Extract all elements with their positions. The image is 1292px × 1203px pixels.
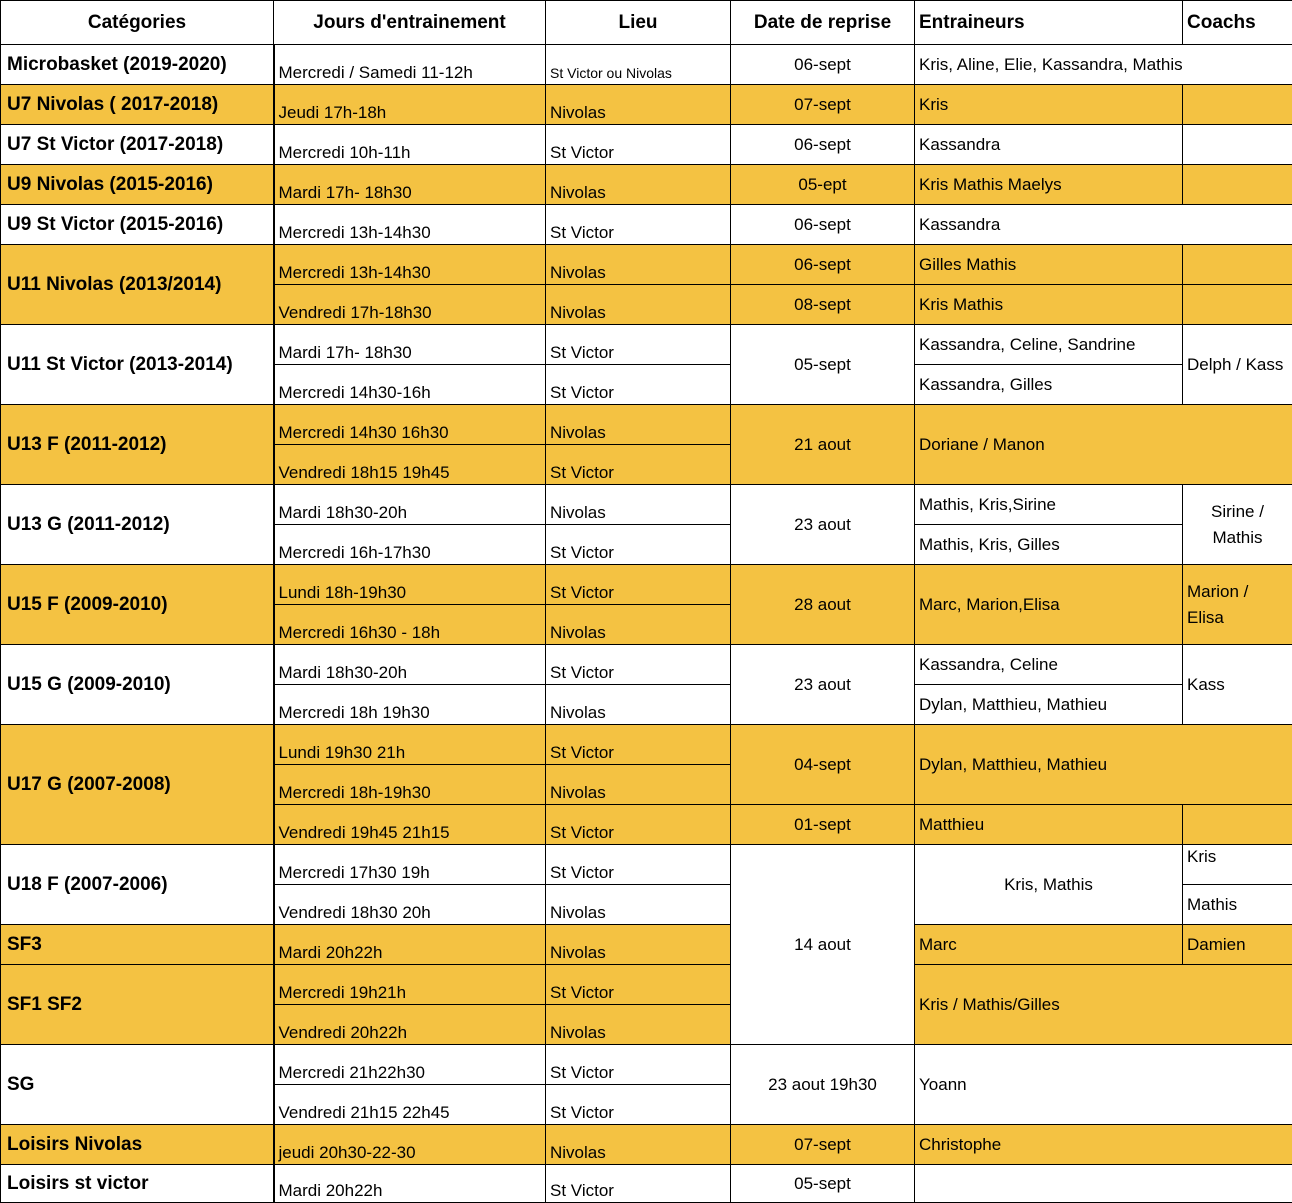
coaches-cell: Matthieu [915,805,1183,845]
training-day-cell: Vendredi 19h45 21h15 [274,805,546,845]
training-day-cell: Mercredi 13h-14h30 [274,245,546,285]
coaches-cell: Kassandra [915,205,1183,245]
training-day-cell: Vendredi 20h22h [274,1005,546,1045]
coaches-cell: Kris, Mathis [915,845,1183,925]
coach-cell: Sirine / Mathis [1183,485,1292,565]
category-cell: Loisirs st victor [1,1165,274,1203]
restart-date-cell: 05-sept [731,325,915,405]
training-day-cell: Mercredi 19h21h [274,965,546,1005]
table-row [1,245,1292,285]
training-day-cell: Lundi 19h30 21h [274,725,546,765]
location-cell: Nivolas [546,1005,731,1045]
coaches-cell: Marc [915,925,1183,965]
coach-cell [1183,85,1292,125]
location-cell: St Victor [546,525,731,565]
location-cell: Nivolas [546,1125,731,1165]
restart-date-cell: 05-ept [731,165,915,205]
location-cell: St Victor [546,845,731,885]
training-day-cell: Mercredi 18h 19h30 [274,685,546,725]
category-cell: U7 Nivolas ( 2017-2018) [1,85,274,125]
location-cell: Nivolas [546,85,731,125]
location-cell: Nivolas [546,765,731,805]
location-cell: St Victor [546,1165,731,1203]
category-cell: U13 F (2011-2012) [1,405,274,485]
training-day-cell: Mardi 18h30-20h [274,485,546,525]
restart-date-cell: 23 aout [731,645,915,725]
location-cell: St Victor [546,445,731,485]
coach-cell [1183,405,1292,485]
category-cell: U13 G (2011-2012) [1,485,274,565]
training-day-cell: Mardi 20h22h [274,925,546,965]
training-day-cell: Mardi 17h- 18h30 [274,165,546,205]
table-row [1,1125,1292,1165]
table-row [1,485,1292,525]
table-row [1,845,1292,885]
training-day-cell: Vendredi 17h-18h30 [274,285,546,325]
location-cell: St Victor [546,565,731,605]
restart-date-cell: 28 aout [731,565,915,645]
training-day-cell: Lundi 18h-19h30 [274,565,546,605]
category-cell: U9 Nivolas (2015-2016) [1,165,274,205]
training-day-cell: Mardi 17h- 18h30 [274,325,546,365]
header-coachs: Coachs [1183,1,1292,45]
restart-date-cell: 06-sept [731,245,915,285]
coaches-cell: Dylan, Matthieu, Mathieu [915,685,1183,725]
location-cell: St Victor [546,325,731,365]
coach-cell: Mathis [1183,885,1292,925]
coach-cell [1183,965,1292,1045]
table-row [1,85,1292,125]
restart-date-cell: 01-sept [731,805,915,845]
training-day-cell: Mercredi 17h30 19h [274,845,546,885]
training-day-cell: Mercredi 14h30 16h30 [274,405,546,445]
header-entraineurs: Entraineurs [915,1,1183,45]
training-day-cell: Mercredi 16h30 - 18h [274,605,546,645]
category-cell: U17 G (2007-2008) [1,725,274,845]
table-row [1,725,1292,765]
coaches-cell: Dylan, Matthieu, Mathieu [915,725,1183,805]
location-cell: St Victor [546,805,731,845]
coach-cell [1183,45,1292,85]
location-cell: St Victor [546,645,731,685]
coach-cell [1183,1045,1292,1125]
location-cell: Nivolas [546,685,731,725]
location-cell: St Victor [546,365,731,405]
coaches-cell: Gilles Mathis [915,245,1183,285]
restart-date-cell: 04-sept [731,725,915,805]
coach-cell [1183,125,1292,165]
coach-cell [1183,285,1292,325]
training-day-cell: Vendredi 18h15 19h45 [274,445,546,485]
category-cell: U15 F (2009-2010) [1,565,274,645]
coaches-cell: Doriane / Manon [915,405,1183,485]
location-cell: St Victor [546,205,731,245]
restart-date-cell: 06-sept [731,45,915,85]
coaches-cell: Kris / Mathis/Gilles [915,965,1183,1045]
category-cell: SF1 SF2 [1,965,274,1045]
coaches-cell [915,1165,1183,1203]
table-row [1,965,1292,1005]
category-cell: Microbasket (2019-2020) [1,45,274,85]
coaches-cell: Kassandra [915,125,1183,165]
table-row [1,1045,1292,1085]
training-day-cell: Mardi 20h22h [274,1165,546,1203]
restart-date-cell: 14 aout [731,845,915,1045]
coach-cell [1183,245,1292,285]
header-date-reprise: Date de reprise [731,1,915,45]
training-day-cell: Mercredi 18h-19h30 [274,765,546,805]
location-cell: St Victor [546,125,731,165]
training-day-cell: Vendredi 18h30 20h [274,885,546,925]
coaches-cell: Kris, Aline, Elie, Kassandra, Mathis [915,45,1183,85]
header-lieu: Lieu [546,1,731,45]
location-cell: St Victor [546,965,731,1005]
restart-date-cell: 23 aout [731,485,915,565]
coach-cell: Kass [1183,645,1292,725]
location-cell: St Victor ou Nivolas [546,45,731,85]
restart-date-cell: 07-sept [731,1125,915,1165]
training-day-cell: Mercredi 14h30-16h [274,365,546,405]
location-cell: Nivolas [546,925,731,965]
category-cell: Loisirs Nivolas [1,1125,274,1165]
coaches-cell: Yoann [915,1045,1183,1125]
coaches-cell: Kassandra, Celine, Sandrine [915,325,1183,365]
table-row [1,125,1292,165]
coach-cell [1183,165,1292,205]
training-day-cell: Mardi 18h30-20h [274,645,546,685]
restart-date-cell: 21 aout [731,405,915,485]
coach-cell [1183,1165,1292,1203]
header-jours: Jours d'entrainement [274,1,546,45]
coach-cell [1183,725,1292,805]
category-cell: U18 F (2007-2006) [1,845,274,925]
category-cell: U15 G (2009-2010) [1,645,274,725]
restart-date-cell: 23 aout 19h30 [731,1045,915,1125]
location-cell: Nivolas [546,605,731,645]
coach-cell [1183,805,1292,845]
category-cell: U7 St Victor (2017-2018) [1,125,274,165]
category-cell: SG [1,1045,274,1125]
restart-date-cell: 07-sept [731,85,915,125]
location-cell: Nivolas [546,885,731,925]
coaches-cell: Kassandra, Celine [915,645,1183,685]
location-cell: Nivolas [546,485,731,525]
table-row [1,645,1292,685]
coach-cell: Kris [1183,845,1292,885]
coaches-cell: Mathis, Kris, Gilles [915,525,1183,565]
table-row [1,925,1292,965]
training-day-cell: Vendredi 21h15 22h45 [274,1085,546,1125]
location-cell: St Victor [546,725,731,765]
location-cell: St Victor [546,1085,731,1125]
coach-cell [1183,205,1292,245]
table-row [1,325,1292,365]
location-cell: Nivolas [546,405,731,445]
header-categories: Catégories [1,1,274,45]
coaches-cell: Christophe [915,1125,1183,1165]
category-cell: U11 Nivolas (2013/2014) [1,245,274,325]
restart-date-cell: 06-sept [731,205,915,245]
category-cell: U9 St Victor (2015-2016) [1,205,274,245]
coaches-cell: Kris [915,85,1183,125]
table-row [1,45,1292,85]
location-cell: St Victor [546,1045,731,1085]
training-day-cell: Jeudi 17h-18h [274,85,546,125]
table-row [1,1165,1292,1203]
coaches-cell: Kris Mathis [915,285,1183,325]
location-cell: Nivolas [546,245,731,285]
coach-cell: Damien [1183,925,1292,965]
coaches-cell: Mathis, Kris,Sirine [915,485,1183,525]
coaches-cell: Marc, Marion,Elisa [915,565,1183,645]
header-row [1,1,1292,45]
training-day-cell: jeudi 20h30-22-30 [274,1125,546,1165]
coach-cell [1183,1125,1292,1165]
training-day-cell: Mercredi 21h22h30 [274,1045,546,1085]
coaches-cell: Kris Mathis Maelys [915,165,1183,205]
coach-cell: Marion / Elisa [1183,565,1292,645]
restart-date-cell: 08-sept [731,285,915,325]
coaches-cell: Kassandra, Gilles [915,365,1183,405]
training-day-cell: Mercredi / Samedi 11-12h [274,45,546,85]
table-row [1,165,1292,205]
table-row [1,565,1292,605]
category-cell: SF3 [1,925,274,965]
training-day-cell: Mercredi 13h-14h30 [274,205,546,245]
category-cell: U11 St Victor (2013-2014) [1,325,274,405]
training-day-cell: Mercredi 16h-17h30 [274,525,546,565]
table-row [1,205,1292,245]
table-row [1,405,1292,445]
restart-date-cell: 05-sept [731,1165,915,1203]
location-cell: Nivolas [546,285,731,325]
location-cell: Nivolas [546,165,731,205]
training-day-cell: Mercredi 10h-11h [274,125,546,165]
coach-cell: Delph / Kass [1183,325,1292,405]
restart-date-cell: 06-sept [731,125,915,165]
